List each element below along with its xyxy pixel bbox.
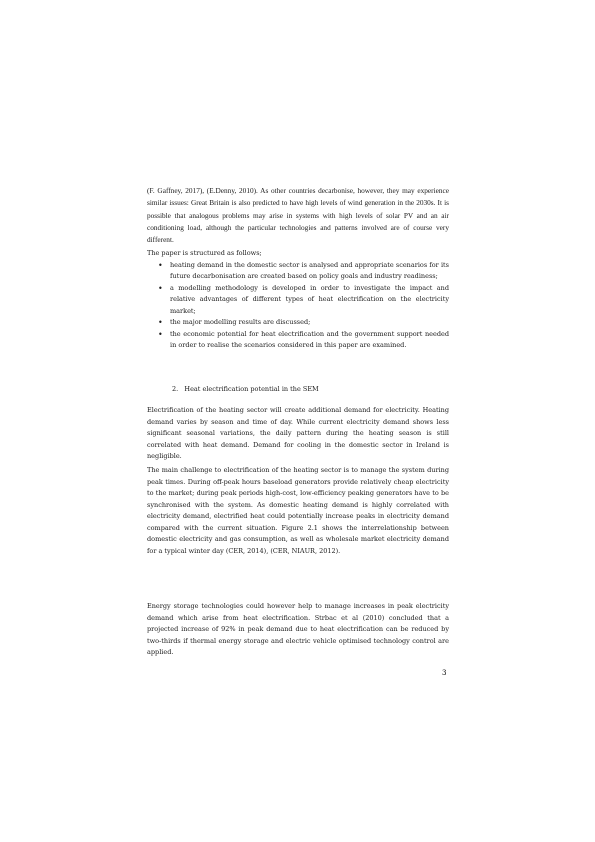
section-paragraph-3: Energy storage technologies could however help to manage increases in peak electricity demand which arise from heat electrification. Strbac et al (2010) concluded that a projected increase of 92% in peak demand due to heat electrification can be reduced by two-thirds if thermal energy storage and electric vehicle optimised technology control are applied.	[147, 602, 449, 656]
page-number: 3	[442, 669, 447, 677]
section-paragraph-2-block	[147, 465, 449, 557]
section-heading-block	[172, 384, 432, 396]
intro-paragraph: (F. Gaffney, 2017), (E.Denny, 2010). As other countries decarbonise, however, they may experience similar issues: Great Britain is also predicted to have high levels of wind generation in the 2030s. It is possible that analogous problems may arise in systems with high levels of solar PV and an air conditioning load, although the particular technologies and patterns involved are of course very different.	[147, 186, 449, 245]
list-item: • the major modelling results are discussed;	[147, 317, 449, 329]
section-paragraph-3-block	[147, 601, 449, 659]
list-item: • heating demand in the domestic sector is analysed and appropriate scenarios for its future decarbonisation are created based on policy goals and industry readiness;	[147, 260, 449, 283]
structure-list	[147, 260, 449, 352]
section-paragraph-1: Electrification of the heating sector will create additional demand for electricity. Heating demand varies by season and time of day. While current electricity demand shows less significant seasonal variations, the daily pattern during the heating season is still correlated with heat demand. Demand for cooling in the domestic sector in Ireland is negligible.	[147, 406, 449, 460]
section-heading: 2. Heat electrification potential in the SEM	[172, 385, 319, 393]
structure-intro: The paper is structured as follows;	[147, 249, 262, 257]
section-paragraph-1-block	[147, 405, 449, 463]
section-paragraph-2: The main challenge to electrification of the heating sector is to manage the system during peak times. During off-peak hours baseload generators provide relatively cheap electricity to the market; during peak periods high-cost, low-efficiency peaking generators have to be synchronised with the system. As domestic heating demand is highly correlated with electricity demand, electrified heat could potentially increase peaks in electricity demand compared with the current situation. Figure 2.1 shows the interrelationship between domestic electricity and gas consumption, as well as wholesale market electricity demand for a typical winter day (CER, 2014), (CER, NIAUR, 2012).	[147, 466, 449, 555]
intro-block	[147, 185, 449, 246]
list-item: • a modelling methodology is developed in order to investigate the impact and relative advantages of different types of heat electrification on the electricity market;	[147, 283, 449, 318]
structure-block	[147, 248, 449, 352]
list-item: • the economic potential for heat electrification and the government support needed in order to realise the scenarios considered in this paper are examined.	[147, 329, 449, 352]
